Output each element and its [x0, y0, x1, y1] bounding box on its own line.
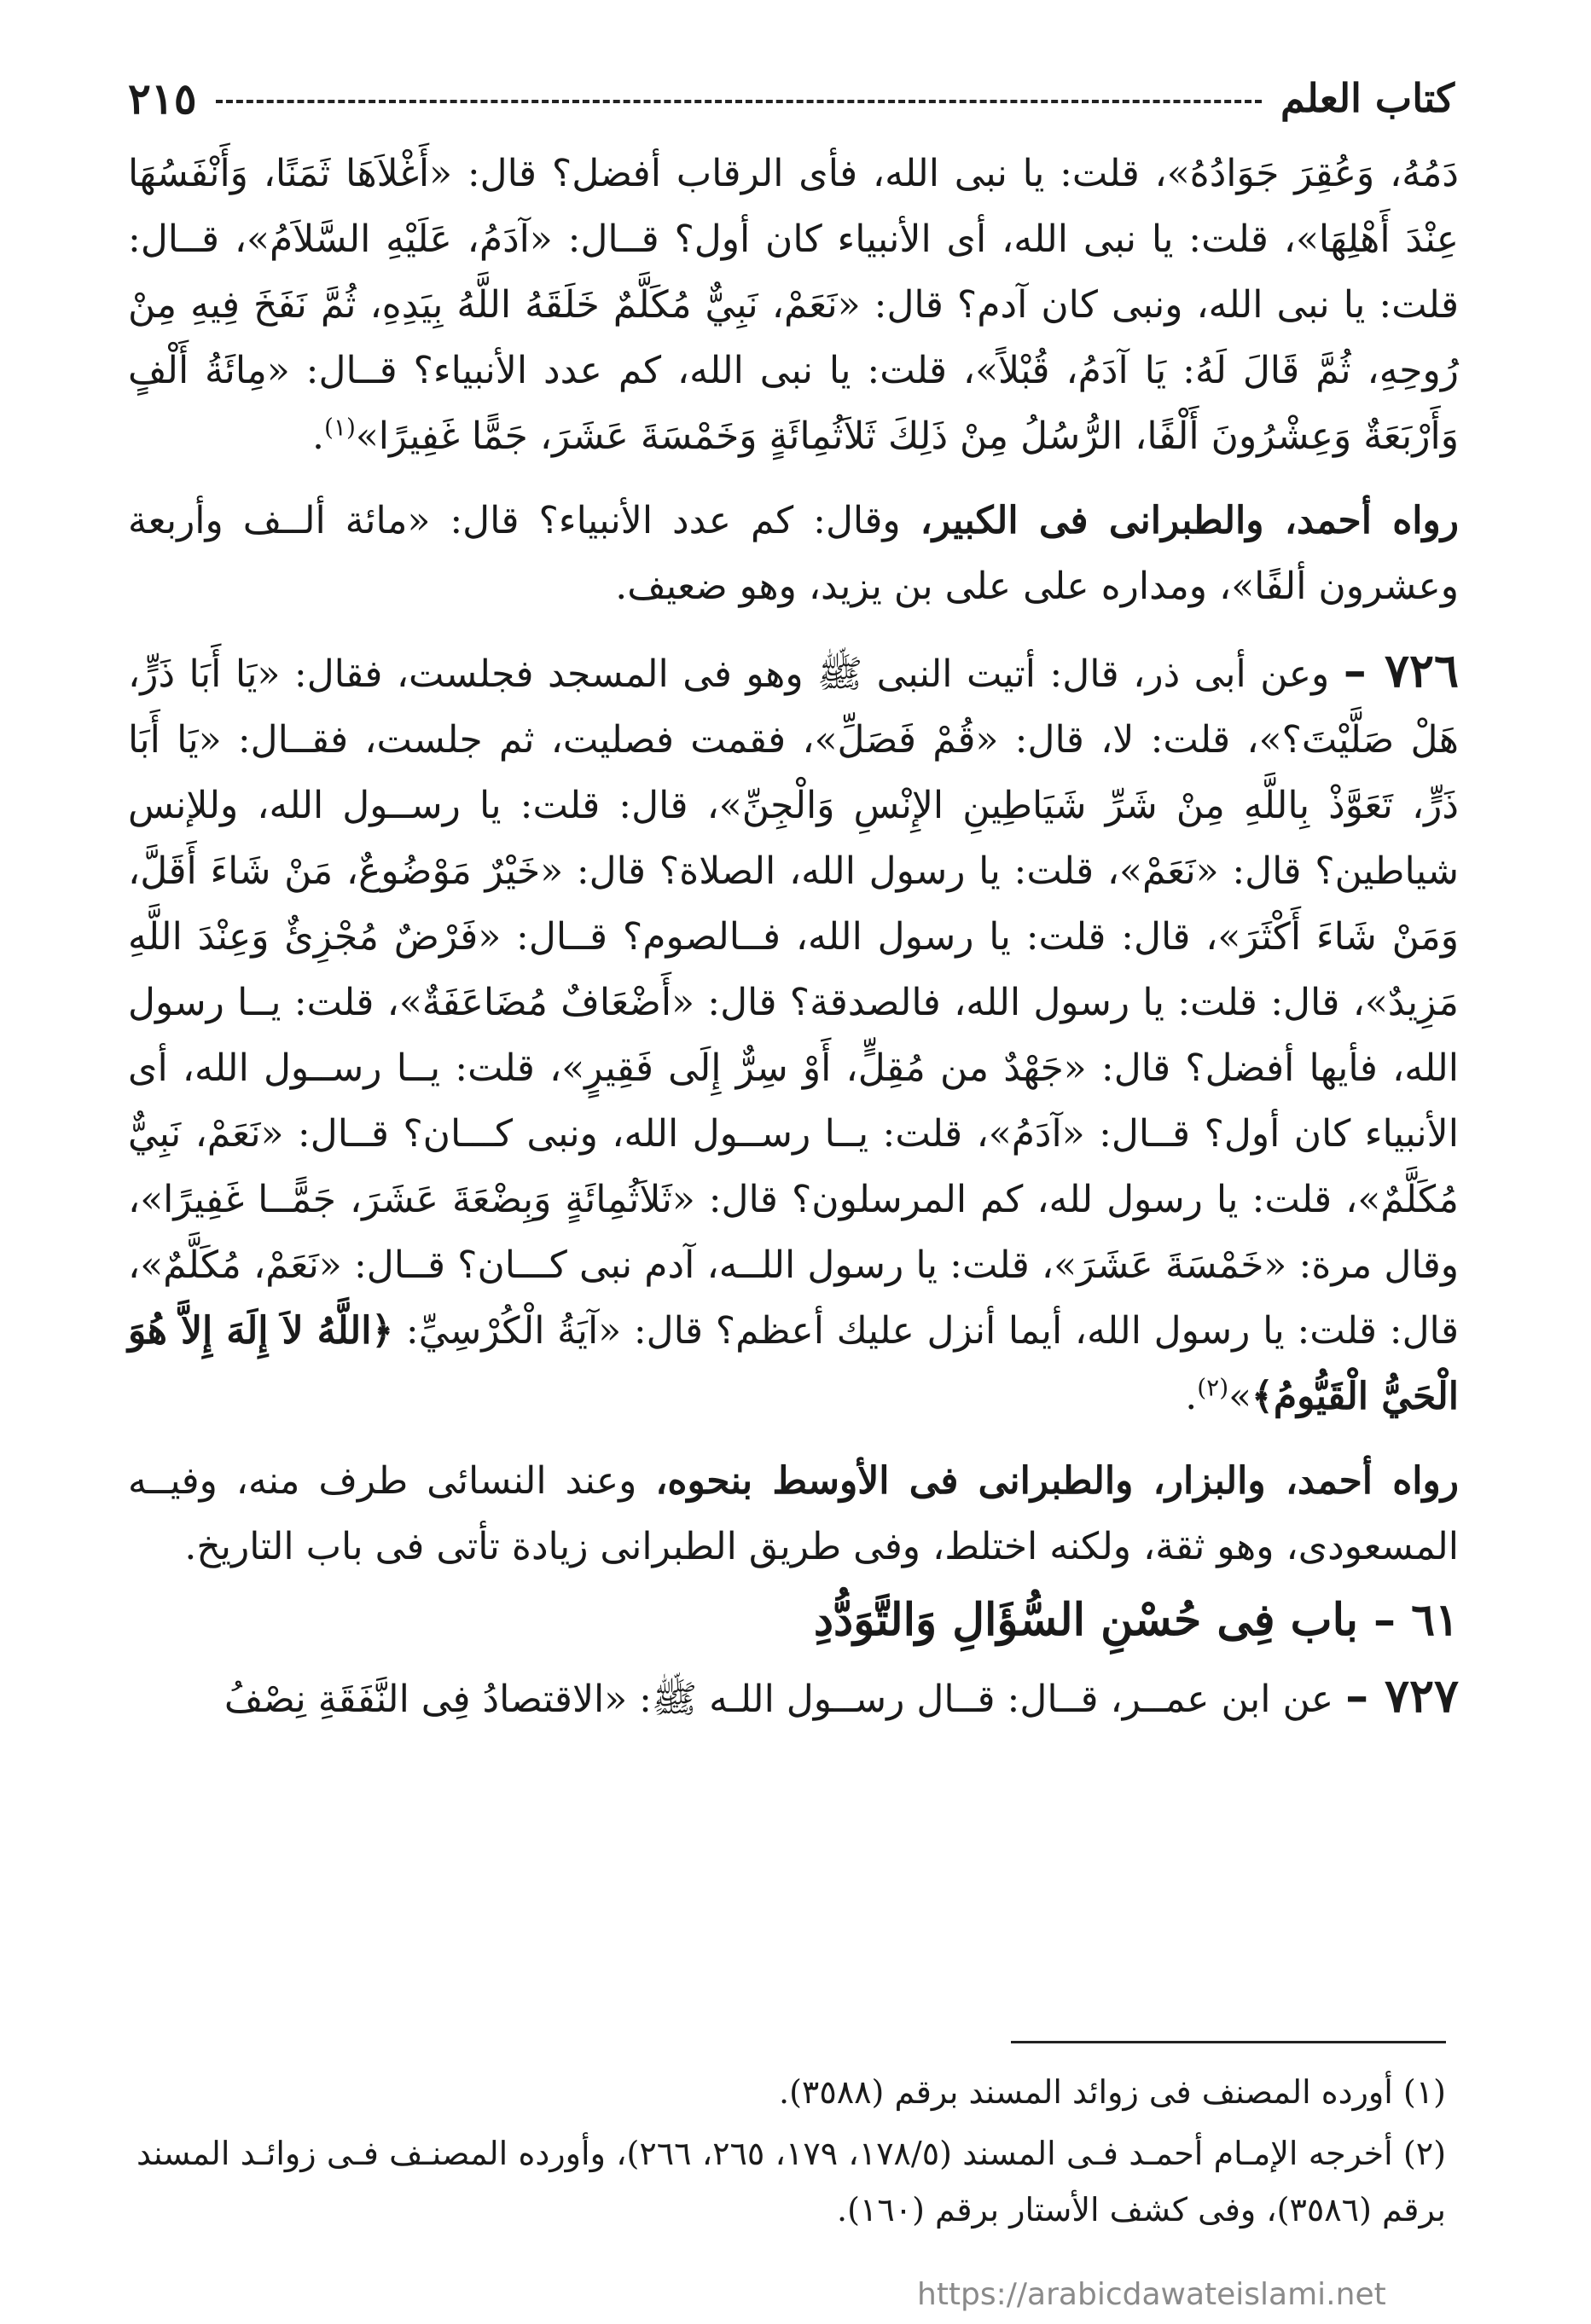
- hadith-725-continued: دَمُهُ، وَعُقِرَ جَوَادُهُ»، قلت: يا نبى الله، فأى الرقاب أفضل؟ قال: «أَغْلاَهَا ثَمَنًا، وَأَنْفَسُهَا عِنْدَ أَهْلِهَا»، قلت: يا نبى الله، أى الأنبياء كان أول؟ قــال: «آدَمُ، عَلَيْهِ السَّلاَمُ»، قــال: قلت: يا نبى الله، ونبى كان آدم؟ قال: «نَعَمْ، نَبِيٌّ مُكَلَّمٌ خَلَقَهُ اللَّهُ بِيَدِهِ، ثُمَّ نَفَخَ فِيهِ مِنْ رُوحِهِ، ثُمَّ قَالَ لَهُ: يَا آدَمُ، قُبْلاً»، قلت: يا نبى الله، كم عدد الأنبياء؟ قــال: «مِائَةُ أَلْفٍ وَأَرْبَعَةٌ وَعِشْرُونَ أَلْفًا، الرُّسُلُ مِنْ ذَلِكَ ثَلاَثُمِائَةٍ وَخَمْسَةَ عَشَرَ، جَمًّا غَفِيرًا»$^{(١)}$.: [128, 152, 1459, 458]
- paragraph-text: عن ابن عمــر، قــال: قــال رســول اللـه ﷺ: «الاقتصادُ فِى النَّفَقَةِ نِصْفُ: [224, 1678, 1346, 1721]
- takhrij-725: [128, 488, 1459, 619]
- book-title: كتاب العلم: [1280, 75, 1455, 121]
- footnotes: [136, 2064, 1446, 2243]
- quran-verse: ﴿اللَّهُ لاَ إِلَهَ إِلاَّ هُوَ الْحَيُّ الْقَيُّومُ﴾: [128, 1309, 1459, 1418]
- footnote-ref-2[interactable]: (٢): [1197, 1373, 1229, 1402]
- watermark-url: https://arabicdawateislami.net: [917, 2277, 1386, 2312]
- section-heading: ٦١ – باب فِى حُسْنِ السُّؤَالِ وَالتَّوَدُّدِ: [813, 1594, 1459, 1646]
- hadith-727: [128, 1663, 1459, 1732]
- footnote-1: (١) أورده المصنف فى زوائد المسند برقم (٣٥٨٨).: [779, 2073, 1446, 2111]
- narrators-bold: رواه أحمد، والطبرانى فى الكبير،: [920, 499, 1459, 542]
- footnote-ref-1[interactable]: (١): [323, 413, 356, 442]
- narrators-bold: رواه أحمد، والبزار، والطبرانى فى الأوسط بنحوه،: [655, 1459, 1459, 1503]
- paragraph-text: وعن أبى ذر، قال: أتيت النبى ﷺ وهو فى المسجد فجلست، فقال: «يَا أَبَا ذَرٍّ، هَلْ صَلَّيْتَ؟»، قلت: لا، قال: «قُمْ فَصَلِّ»، فقمت فصليت، ثم جلست، فقــال: «يَا أَبَا ذَرٍّ، تَعَوَّذْ بِاللَّهِ مِنْ شَرِّ شَيَاطِينِ الإِنْسِ وَالْجِنِّ»، قال: قلت: يا رســول الله، وللإنس شياطين؟ قال: «نَعَمْ»، قلت: يا رسول الله، الصلاة؟ قال: «خَيْرٌ مَوْضُوعٌ، مَنْ شَاءَ أَقَلَّ، وَمَنْ شَاءَ أَكْثَرَ»، قال: قلت: يا رسول الله، فــالصوم؟ قــال: «فَرْضٌ مُجْزِئٌ وَعِنْدَ اللَّهِ مَزِيدٌ»، قال: قلت: يا رسول الله، فالصدقة؟ قال: «أَضْعَافٌ مُضَاعَفَةٌ»، قلت: يــا رسول الله، فأيها أفضل؟ قال: «جَهْدٌ من مُقِلٍّ، أَوْ سِرٌّ إِلَى فَقِيرٍ»، قلت: يــا رســول الله، أى الأنبياء كان أول؟ قــال: «آدَمُ»، قلت: يــا رســول الله، ونبى كـــان؟ قــال: «نَعَمْ، نَبِيٌّ مُكَلَّمٌ»، قلت: يا رسول لله، كم المرسلون؟ قال: «ثَلاَثُمِائَةٍ وَبِضْعَةَ عَشَرَ، جَمًّــا غَفِيرًا»، وقال مرة: «خَمْسَةَ عَشَرَ»، قلت: يا رسول اللــه، آدم نبى كـــان؟ قــال: «نَعَمْ، مُكَلَّمٌ»، قال: قلت: يا رسول الله، أيما أنزل عليك أعظم؟ قال: «آيَةُ الْكُرْسِيِّ:: [128, 652, 1460, 1353]
- closing-quote: »: [1228, 1375, 1252, 1418]
- hadith-number: ٧٢٧ –: [1345, 1668, 1459, 1723]
- footnote-2: (٢) أخرجه الإمـام أحمـد فـى المسند (١٧٨/٥، ١٧٩، ٢٦٥، ٢٦٦)، وأورده المصنـف فـى زوائـد المسند برقم (٣٥٨٦)، وفى كشف الأستار برقم (١٦٠).: [136, 2135, 1447, 2228]
- page-number: ٢١٥: [128, 72, 197, 124]
- footnote-separator: [1011, 2041, 1446, 2043]
- hadith-number: ٧٢٦ –: [1343, 643, 1459, 698]
- header-dashed-rule: [216, 100, 1262, 103]
- takhrij-726: [128, 1448, 1459, 1579]
- paragraph-text: دَمُهُ، وَعُقِرَ جَوَادُهُ»، قلت: يا نبى الله، فأى الرقاب أفضل؟ قال: «أَغْلاَهَا ثَمَنًا، وَأَنْفَسُهَا عِنْدَ أَهْلِهَا»، قلت: يا نبى الله، أى الأنبياء كان أول؟ قــال: «آدَمُ، عَلَيْهِ السَّلاَمُ»، قــال: قلت: يا نبى الله، ونبى كان آدم؟ قال: «نَعَمْ، نَبِيٌّ مُكَلَّمٌ خَلَقَهُ اللَّهُ بِيَدِهِ، ثُمَّ نَفَخَ فِيهِ مِنْ رُوحِهِ، ثُمَّ قَالَ لَهُ: يَا آدَمُ، قُبْلاً»، قلت: يا نبى الله، كم عدد الأنبياء؟ قــال: «مِائَةُ أَلْفٍ وَأَرْبَعَةٌ وَعِشْرُونَ أَلْفًا، الرُّسُلُ مِنْ ذَلِكَ ثَلاَثُمِائَةٍ وَخَمْسَةَ عَشَرَ، جَمًّا غَفِيرًا»: [128, 152, 1459, 458]
- paragraph-text: وقال: كم عدد الأنبياء؟ قال: «مائة ألــف وأربعة وعشرون ألفًا»، ومداره على على بن يزيد، وهو ضعيف.: [128, 499, 1459, 608]
- paragraph-text: وعند النسائى طرف منه، وفيــه المسعودى، وهو ثقة، ولكنه اختلط، وفى طريق الطبرانى زيادة تأتى فى باب التاريخ.: [128, 1459, 1459, 1568]
- page-header: [128, 60, 1455, 136]
- hadith-726: ٧٢٦ – وعن أبى ذر، قال: أتيت النبى ﷺ وهو فى المسجد فجلست، فقال: «يَا أَبَا ذَرٍّ، هَلْ صَلَّيْتَ؟»، قلت: لا، قال: «قُمْ فَصَلِّ»، فقمت فصليت، ثم جلست، فقــال: «يَا أَبَا ذَرٍّ، تَعَوَّذْ بِاللَّهِ مِنْ شَرِّ شَيَاطِينِ الإِنْسِ وَالْجِنِّ»، قال: قلت: يا رســول الله، وللإنس شياطين؟ قال: «نَعَمْ»، قلت: يا رسول الله، الصلاة؟ قال: «خَيْرٌ مَوْضُوعٌ، مَنْ شَاءَ أَقَلَّ، وَمَنْ شَاءَ أَكْثَرَ»، قال: قلت: يا رسول الله، فــالصوم؟ قــال: «فَرْضٌ مُجْزِئٌ وَعِنْدَ اللَّهِ مَزِيدٌ»، قال: قلت: يا رسول الله، فالصدقة؟ قال: «أَضْعَافٌ مُضَاعَفَةٌ»، قلت: يــا رسول الله، فأيها أفضل؟ قال: «جَهْدٌ من مُقِلٍّ، أَوْ سِرٌّ إِلَى فَقِيرٍ»، قلت: يــا رســول الله، أى الأنبياء كان أول؟ قــال: «آدَمُ»، قلت: يــا رســول الله، ونبى كـــان؟ قــال: «نَعَمْ، نَبِيٌّ مُكَلَّمٌ»، قلت: يا رسول لله، كم المرسلون؟ قال: «ثَلاَثُمِائَةٍ وَبِضْعَةَ عَشَرَ، جَمًّــا غَفِيرًا»، وقال مرة: «خَمْسَةَ عَشَرَ»، قلت: يا رسول اللــه، آدم نبى كـــان؟ قــال: «نَعَمْ، مُكَلَّمٌ»، قال: قلت: يا رسول الله، أيما أنزل عليك أعظم؟ قال: «آيَةُ الْكُرْسِيِّ: ﴿اللَّهُ لاَ إِلَهَ إِلاَّ هُوَ الْحَيُّ الْقَيُّومُ﴾»$^{(٢)}$.: [128, 643, 1460, 1418]
- main-text: [128, 141, 1459, 1732]
